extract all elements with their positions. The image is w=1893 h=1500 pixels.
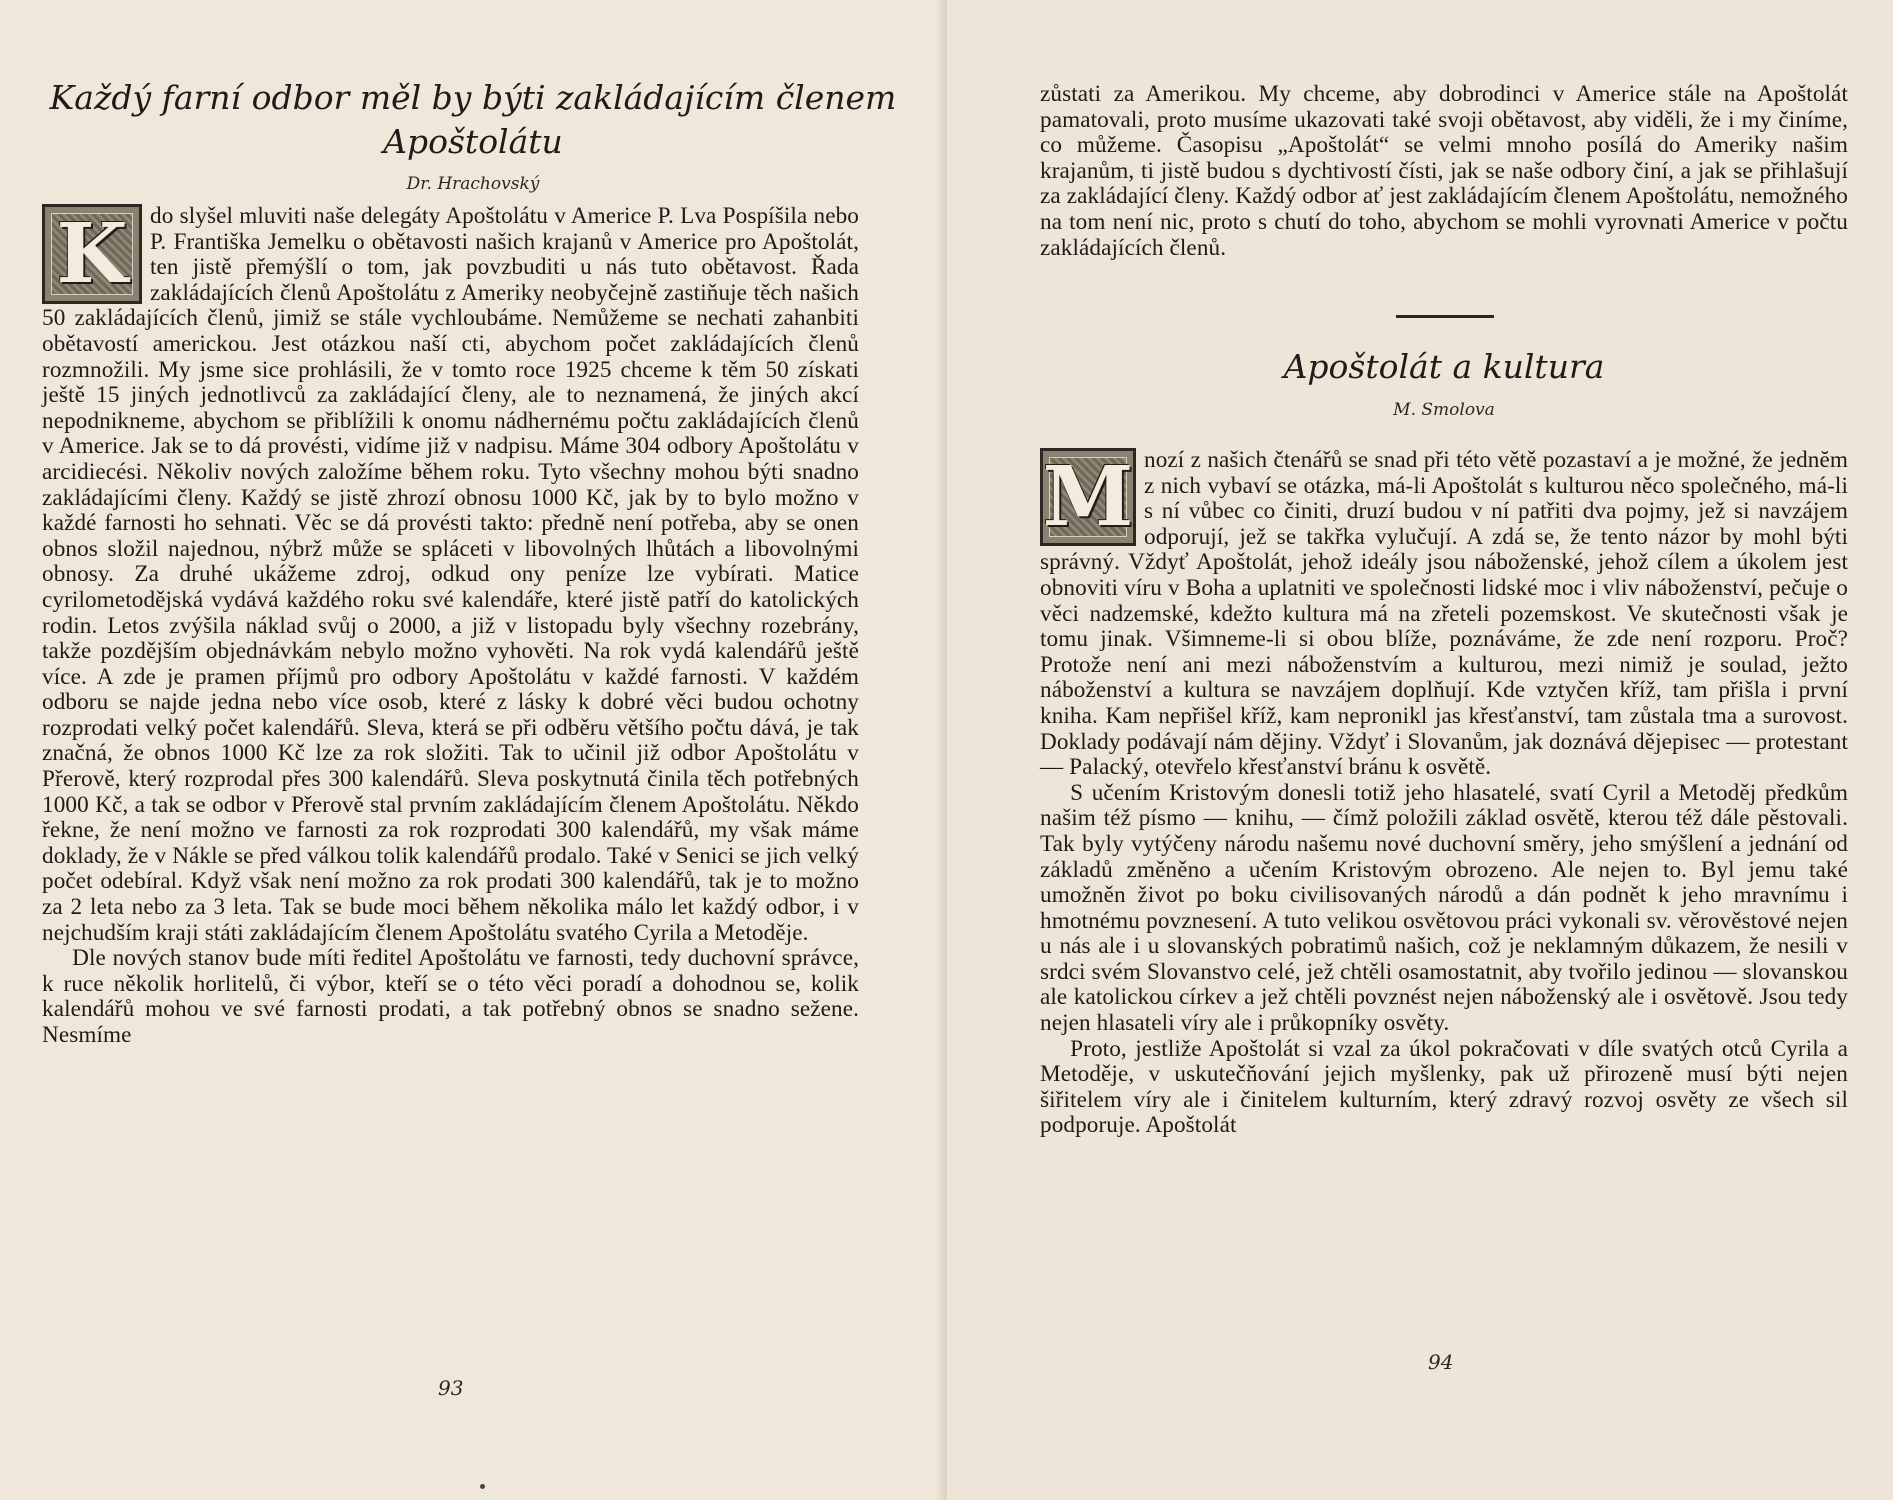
continuation-text: zůstati za Amerikou. My chceme, aby dobrodinci v Americe stále na Apoštolát pamatovali, proto musíme ukazovati také svoji obětavost, aby viděli, že i my činíme, co můžeme. Časopisu „Apoštolát“ se velmi mnoho posílá do Ameriky našim krajanům, ti jistě budou s dychtivostí čísti, jak se naše odbory činí, a jak se přihlašují za zakládající členy. Každý odbor ať jest zakládajícím členem Apoštolátu, nemožného na tom není nic, proto s chutí do toho, abychom se mohli vyrovnati Americe v počtu zakládajících členů.: [1040, 81, 1848, 261]
article-title-left: Každý farní odbor měl by býti zakládajícím členem Apoštolátu: [49, 78, 897, 161]
paragraph-1: do slyšel mluviti naše delegáty Apoštolátu v Americe P. Lva Pospíšila nebo P. Františka Jemelku o obětavosti našich krajanů v Americe pro Apoštolát, ten jistě přemýšlí o tom, jak povzbuditi u nás tuto obětavost. Řada zakládajících členů Apoštolátu z Ameriky neobyčejně zastiňuje těch našich 50 zakládajících členů, jimiž se stále vychloubáme. Nemůžeme se nechati zahanbiti obětavostí americkou. Jest otázkou naší cti, abychom počet zakládajících členů rozmnožili. My jsme sice prohlásili, že v tomto roce 1925 chceme k těm 50 získati ještě 15 jiných jednotlivců za zakládající členy, ale to neznamená, že jiných akcí nepodnikneme, abychom se přiblížili k onomu nádhernému počtu zakládajících členů v Americe. Jak se to dá provésti, vidíme již v nadpisu. Máme 304 odbory Apoštolátu v arcidiecési. Několiv nových založíme během roku. Tyto všechny mohou býti snadno zakládajícími členy. Každý se jistě zhrozí obnosu 1000 Kč, jak by to bylo možno v každé farnosti ho sehnati. Věc se dá provésti takto: předně není potřeba, aby se onen obnos složil najednou, nýbrž může se spláceti v libovolných lhůtách a libovolnými obnosy. Za druhé ukážeme zdroj, odkud ony peníze lze vybírati. Matice cyrilometodějská vydává každého roku své kalendáře, které jistě patří do katolických rodin. Letos zvýšila náklad svůj o 2000, a již v listopadu byly všechny rozebrány, takže pozdějším objednávkám nebylo možno vyhověti. Na rok vydá kalendářů ještě více. A zde je pramen příjmů pro odbory Apoštolátu v každé farnosti. V každém odboru se najde jedna nebo více osob, které z lásky k dobré věci budou ochotny rozprodati velký počet kalendářů. Sleva, která se při odběru většího počtu dává, je tak značná, že obnos 1000 Kč lze za rok složiti. Tak to učinil již odbor Apoštolátu v Přerově, který rozprodal přes 300 kalendářů. Sleva poskytnutá činila těch potřebných 1000 Kč, a tak se odbor v Přerově stal prvním zakládajícím členem Apoštolátu. Někdo řekne, že není možno ve farnosti za rok rozprodati 300 kalendářů, my však máme doklady, že v Nákle se před válkou tolik kalendářů prodalo. Také v Senici se jich velký počet odebíral. Když však není možno za rok prodati 300 kalendářů, tak je to možno za 2 leta nebo za 3 leta. Tak se bude moci během několika málo let každý odbor, i v nejchudším kraji státi zakládajícím členem Apoštolátu svatého Cyrila a Metoděje.: [42, 203, 859, 946]
article-body-right: [1040, 448, 1848, 1338]
paragraph-2: Dle nových stanov bude míti ředitel Apoštolátu ve farnosti, tedy duchovní správce, k ruce několik horlitelů, či výbor, kteří se o této věci poradí a dohodnou se, kolik kalendářů mohou ve své farnosti prodati, a tak potřebný obnos se snadno sežene. Nesmíme: [42, 945, 859, 1048]
left-page: [0, 0, 946, 1500]
print-speck: [480, 1484, 485, 1489]
page-number-right: 94: [1428, 1350, 1454, 1374]
page-number-left: 93: [438, 1376, 464, 1400]
byline-left: Dr. Hrachovský: [406, 174, 540, 194]
dropcap-initial-k: K: [42, 204, 142, 304]
article-body-left: [42, 204, 859, 1250]
paragraph-1: nozí z našich čtenářů se snad při této větě pozastaví a je možné, že jednĕm z nich vybaví se otázka, má-li Apoštolát s kulturou něco společného, má-li s ní vůbec co činiti, druzí budou v ní patřiti dva pojmy, jež si navzájem odporují, jež se takřka vylučují. A zdá se, že tento názor by mohl býti správný. Vždyť Apoštolát, jehož ideály jsou náboženské, jehož cílem a úkolem jest obnoviti víru v Boha a uplatniti ve společnosti lidské moc i vliv náboženství, pečuje o věci nadzemské, kdežto kultura má na zřeteli pozemskost. Ve skutečnosti však je tomu jinak. Všimneme-li si obou blíže, poznáváme, že zde není rozporu. Proč? Protože není ani mezi náboženstvím a kulturou, mezi nimiž je soulad, ježto náboženství a kultura se navzájem doplňují. Kde vztyčen kříž, tam přišla i první kniha. Kam nepřišel kříž, kam nepronikl jas křesťanství, tam zůstala tma a surovost. Doklady podávají nám dějiny. Vždyť i Slovanům, jak doznává dějepisec — protestant — Palacký, otevřelo křesťanství bránu k osvětě.: [1040, 447, 1848, 781]
article-title-right: Apoštolát a kultura: [1283, 347, 1605, 386]
paragraph-2: S učením Kristovým donesli totiž jeho hlasatelé, svatí Cyril a Metoděj předkům našim též písmo — knihu, — čímž položili základ osvětě, kterou též dále pěstovali. Tak byly vytýčeny národu našemu nové duchovní směry, jeho smýšlení a jednání od základů změněno a učením Kristovým obrozeno. Ale nejen to. Byl jemu také umožněn život po boku civilisovaných národů a dán podnět k jeho mravnímu i hmotnému povznesení. A tuto velikou osvětovou práci vykonali sv. věrověstové nejen u nás ale i u slovanských pobratimů našich, což je neklamným důkazem, že nesili v srdci svém Slovanstvo celé, jež chtěli osamostatnit, aby tvořilo jedinou — slovanskou ale katolickou církev a jež chtěli povznést nejen náboženský ale i osvětově. Jsou tedy nejen hlasateli víry ale i průkopníky osvěty.: [1040, 779, 1848, 1037]
byline-right: M. Smolova: [1393, 400, 1495, 420]
dropcap-initial-m: M: [1040, 448, 1136, 546]
section-divider: [1396, 315, 1494, 318]
paragraph-3: Proto, jestliže Apoštolát si vzal za úkol pokračovati v díle svatých otců Cyrila a Metoděje, v uskutečňování jejich myšlenky, pak už přirozeně musí býti nejen šiřitelem víry ale i činitelem kulturním, který zdravý rozvoj osvěty ze všech sil podporuje. Apoštolát: [1040, 1035, 1848, 1139]
